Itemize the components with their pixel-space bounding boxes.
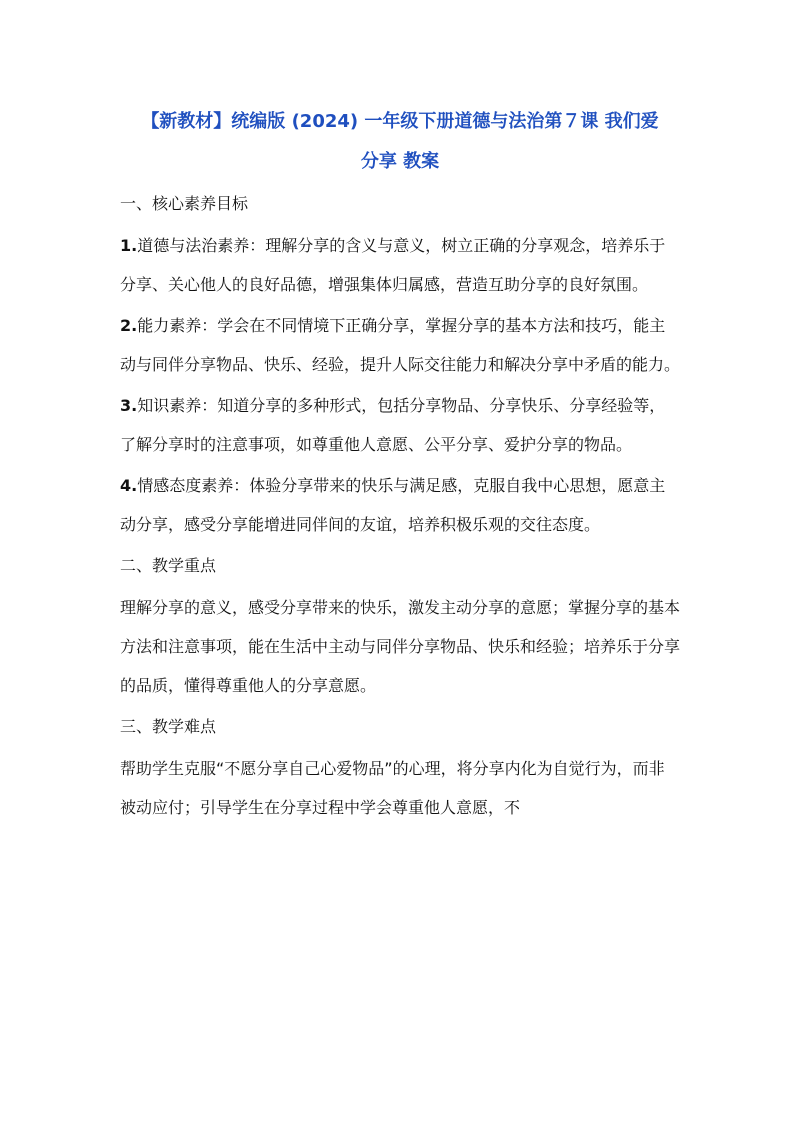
- goal-item-2-text: 能力素养：学会在不同情境下正确分享，掌握分享的基本方法和技巧，能主动与同伴分享物品、快乐、经验，提升人际交往能力和解决分享中矛盾的能力。: [120, 316, 681, 374]
- goal-item-2: [120, 306, 680, 384]
- goal-item-1: [120, 226, 680, 304]
- goal-item-4: [120, 466, 680, 544]
- section-heading-difficulties: 三、教学难点: [120, 717, 217, 736]
- goal-item-3: [120, 386, 680, 464]
- goal-item-4-number: 4.: [120, 476, 138, 495]
- document-content: [120, 102, 680, 829]
- goal-item-1-number: 1.: [120, 236, 138, 255]
- goal-item-3-text: 知识素养：知道分享的多种形式，包括分享物品、分享快乐、分享经验等，了解分享时的注意事项，如尊重他人意愿、公平分享、爱护分享的物品。: [120, 396, 666, 454]
- key-points-text: 理解分享的意义，感受分享带来的快乐，激发主动分享的意愿；掌握分享的基本方法和注意事项，能在生活中主动与同伴分享物品、快乐和经验；培养乐于分享的品质，懂得尊重他人的分享意愿。: [120, 598, 681, 695]
- goal-item-1-text: 道德与法治素养：理解分享的含义与意义，树立正确的分享观念，培养乐于分享、关心他人的良好品德，增强集体归属感，营造互助分享的良好氛围。: [120, 236, 666, 294]
- goal-item-4-text: 情感态度素养：体验分享带来的快乐与满足感，克服自我中心思想，愿意主动分享，感受分享能增进同伴间的友谊，培养积极乐观的交往态度。: [120, 476, 666, 534]
- section-heading-core-goals: 一、核心素养目标: [120, 194, 249, 213]
- document-title-line-1: 【新教材】统编版 (2024) 一年级下册道德与法治第７课 我们爱: [141, 111, 659, 132]
- section-heading-key-points: 二、教学重点: [120, 556, 217, 575]
- document-title-line-2: 分享 教案: [360, 151, 440, 172]
- goal-item-3-number: 3.: [120, 396, 138, 415]
- goal-item-2-number: 2.: [120, 316, 138, 335]
- difficulties-text: 帮助学生克服“不愿分享自己心爱物品”的心理，将分享内化为自觉行为，而非被动应付；引导学生在分享过程中学会尊重他人意愿，不: [120, 759, 665, 817]
- document-title: [120, 102, 680, 182]
